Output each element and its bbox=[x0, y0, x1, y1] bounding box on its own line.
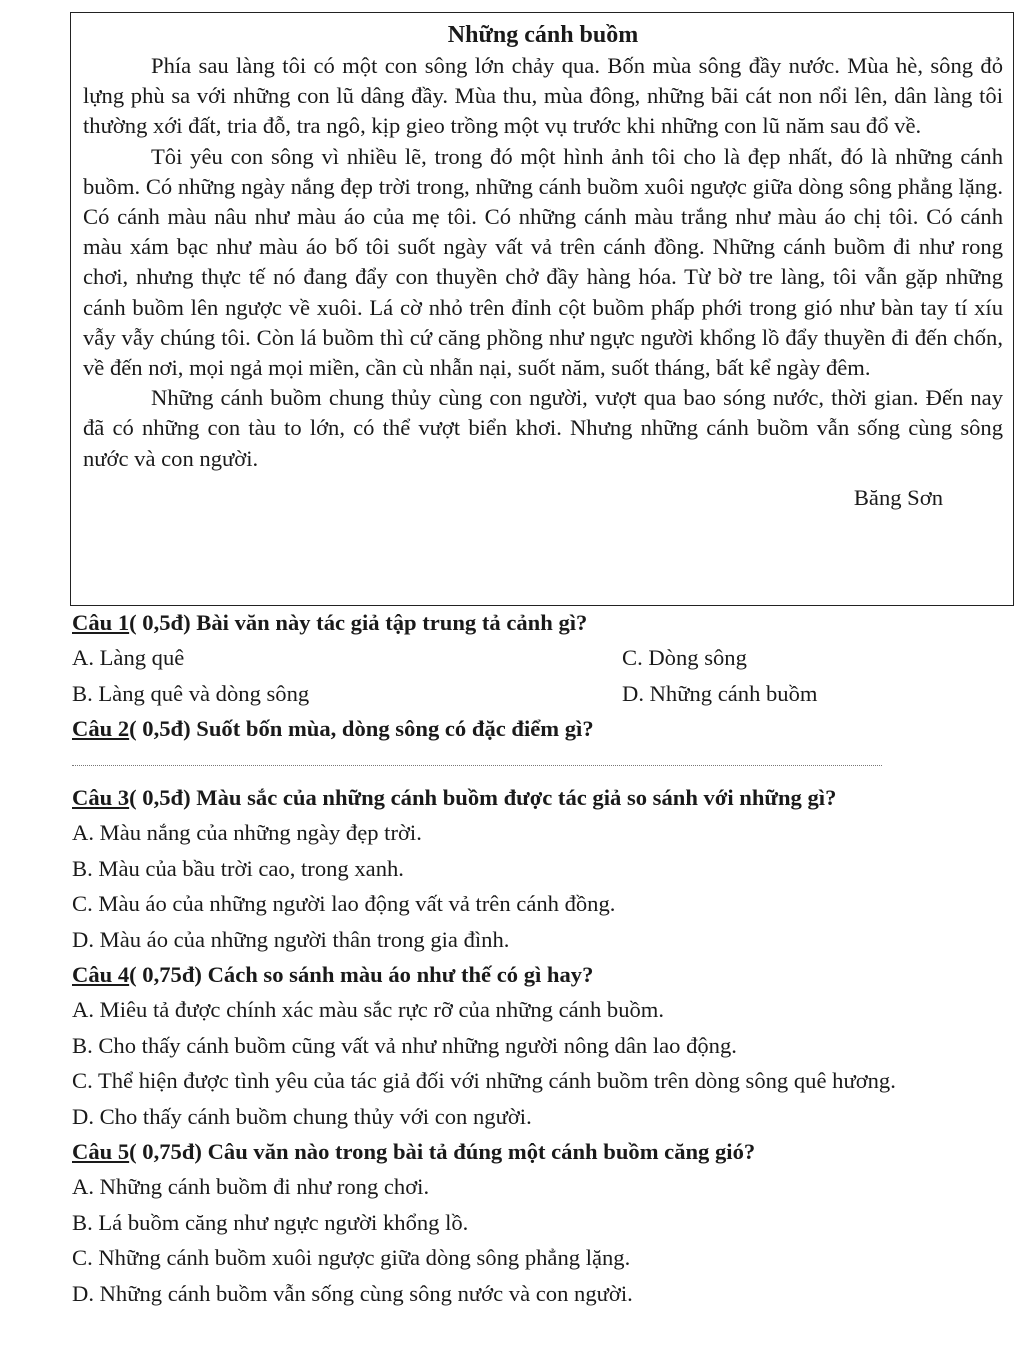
option-d[interactable]: D. Cho thấy cánh buồm chung thủy với con người. bbox=[72, 1103, 532, 1129]
question-number: Câu 2 bbox=[72, 716, 130, 741]
question-title bbox=[72, 1134, 1016, 1169]
question-4 bbox=[72, 957, 1016, 1134]
option-d[interactable]: D. Những cánh buồm vẫn sống cùng sông nước và con người. bbox=[72, 1280, 633, 1306]
option-c[interactable]: C. Những cánh buồm xuôi ngược giữa dòng sông phẳng lặng. bbox=[72, 1245, 631, 1270]
option-c[interactable]: C. Dòng sông bbox=[622, 645, 747, 670]
question-number: Câu 1 bbox=[72, 610, 130, 635]
question-title bbox=[72, 957, 1016, 992]
reading-passage-box bbox=[70, 12, 1014, 606]
answer-dotted-line[interactable] bbox=[72, 764, 882, 766]
option-c[interactable]: C. Màu áo của những người lao động vất vả trên cánh đồng. bbox=[72, 891, 616, 916]
question-5 bbox=[72, 1134, 1016, 1311]
question-text: ( 0,75đ) Cách so sánh màu áo như thế có gì hay? bbox=[129, 962, 594, 987]
question-2 bbox=[72, 711, 1016, 766]
question-title bbox=[72, 605, 1016, 640]
question-text: ( 0,5đ) Màu sắc của những cánh buồm được tác giả so sánh với những gì? bbox=[129, 785, 837, 810]
option-b[interactable]: B. Cho thấy cánh buồm cũng vất vả như những người nông dân lao động. bbox=[72, 1032, 737, 1058]
option-a[interactable]: A. Miêu tả được chính xác màu sắc rực rỡ của những cánh buồm. bbox=[72, 997, 665, 1022]
passage-paragraph: Phía sau làng tôi có một con sông lớn chảy qua. Bốn mùa sông đầy nước. Mùa hè, sông đỏ lựng phù sa với những con lũ dâng đầy. Mùa thu, mùa đông, những bãi cát non nổi lên, dân làng tôi thường xới đất, tria đỗ, tra ngô, kịp gieo trồng một vụ trước khi những con lũ năm sau đổ về. bbox=[83, 53, 1003, 139]
passage-paragraph: Tôi yêu con sông vì nhiều lẽ, trong đó một hình ảnh tôi cho là đẹp nhất, đó là những cánh buồm. Có những ngày nắng đẹp trời trong, những cánh buồm xuôi ngược giữa dòng sông phẳng lặng. Có cánh màu nâu như màu áo của mẹ tôi. Có những cánh màu trắng như màu áo chị tôi. Có cánh màu xám bạc như màu áo bố tôi suốt ngày vất vả trên cánh đồng. Những cánh buồm đi như rong chơi, nhưng thực tế nó đang đẩy con thuyền chở đầy hàng hóa. Từ bờ tre làng, tôi vẫn gặp những cánh buồm lên ngược về xuôi. Lá cờ nhỏ trên đỉnh cột buồm phấp phới trong gió như bàn tay tí xíu vẫy vẫy chúng tôi. Còn lá buồm thì cứ căng phồng như ngực người khổng lồ đẩy thuyền đi đến chốn, về đến nơi, mọi ngả mọi miền, cần cù nhẫn nại, suốt năm, suốt tháng, bất kể ngày đêm. bbox=[83, 143, 1003, 381]
question-text: ( 0,75đ) Câu văn nào trong bài tả đúng một cánh buồm căng gió? bbox=[129, 1139, 756, 1164]
option-a[interactable]: A. Những cánh buồm đi như rong chơi. bbox=[72, 1174, 430, 1199]
passage-paragraph: Những cánh buồm chung thủy cùng con người, vượt qua bao sóng nước, thời gian. Đến nay đã có những con tàu to lớn, có thể vượt biển khơi. Nhưng những cánh buồm vẫn sống cùng sông nước và con người. bbox=[83, 385, 1003, 471]
question-number: Câu 5 bbox=[72, 1139, 130, 1164]
option-c[interactable]: C. Thể hiện được tình yêu của tác giả đối với những cánh buồm trên dòng sông quê hương. bbox=[72, 1068, 896, 1093]
questions-section bbox=[72, 605, 1016, 1311]
question-number: Câu 4 bbox=[72, 962, 130, 987]
question-text: ( 0,5đ) Suốt bốn mùa, dòng sông có đặc điểm gì? bbox=[129, 716, 594, 741]
option-b[interactable]: B. Lá buồm căng như ngực người khổng lồ. bbox=[72, 1209, 469, 1235]
question-3 bbox=[72, 780, 1016, 957]
options-grid bbox=[72, 640, 1016, 711]
option-a[interactable]: A. Màu nắng của những ngày đẹp trời. bbox=[72, 820, 422, 845]
question-text: ( 0,5đ) Bài văn này tác giả tập trung tả cảnh gì? bbox=[129, 610, 588, 635]
passage-title: Những cánh buồm bbox=[447, 22, 639, 48]
question-1 bbox=[72, 605, 1016, 711]
option-d[interactable]: D. Màu áo của những người thân trong gia đình. bbox=[72, 926, 510, 952]
question-number: Câu 3 bbox=[72, 785, 130, 810]
option-d[interactable]: D. Những cánh buồm bbox=[622, 680, 818, 706]
option-b[interactable]: B. Màu của bầu trời cao, trong xanh. bbox=[72, 855, 404, 881]
option-b[interactable]: B. Làng quê và dòng sông bbox=[72, 680, 310, 706]
passage-author: Băng Sơn bbox=[853, 484, 943, 510]
option-a[interactable]: A. Làng quê bbox=[72, 645, 185, 670]
question-title bbox=[72, 780, 1016, 815]
question-title bbox=[72, 711, 1016, 746]
